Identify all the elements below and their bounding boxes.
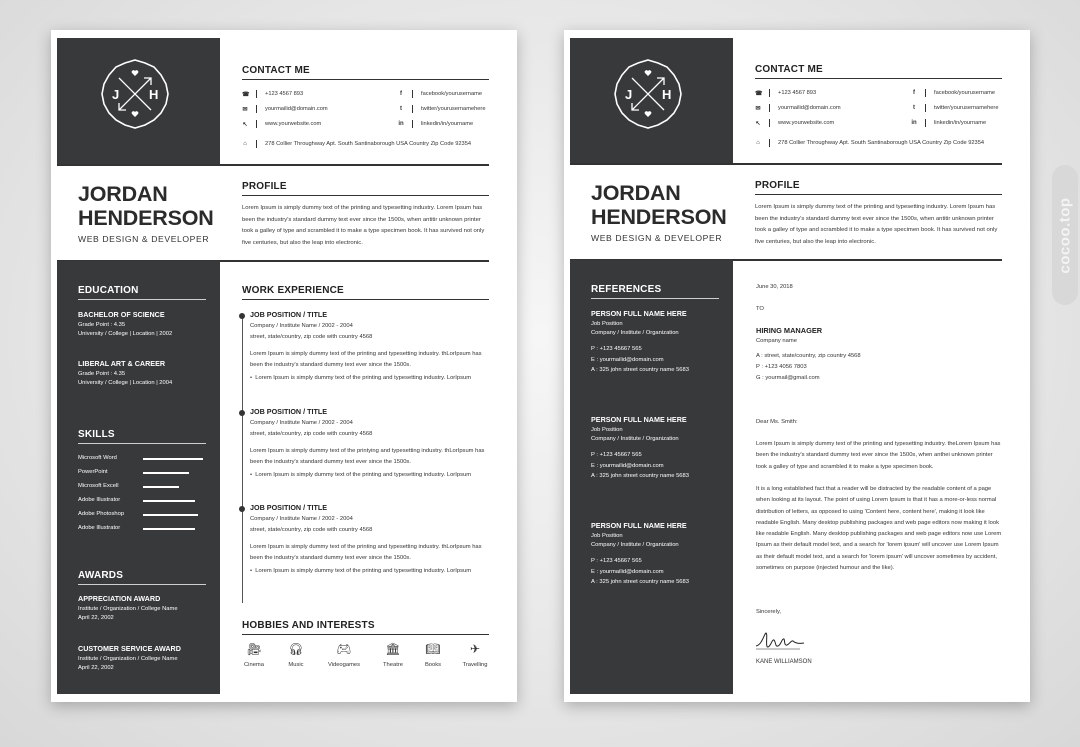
profile-title: PROFILE [755,180,1002,195]
skill-name: PowerPoint [78,469,108,475]
skill-name: Adobe Illustrator [78,497,121,503]
contact-email: ✉ yourmailid@domain.com [755,105,841,112]
letter-date: June 30, 2018 [756,284,793,290]
skills-title: SKILLS [78,429,206,444]
hobby-travelling: ✈︎ Travelling [453,642,497,668]
headphones-icon: 🎧︎ [288,642,304,656]
contact-email: ✉ yourmailid@domain.com [242,106,328,113]
awards-title: AWARDS [78,570,206,585]
envelope-icon: ✉ [755,105,761,112]
hobby-music: 🎧︎ Music [274,642,318,668]
skill-name: Adobe Illustrator [78,525,121,531]
first-name: JORDAN [591,181,681,205]
monogram-logo [611,57,685,131]
education-item: LIBERAL ART & CAREER Grade Point : 4.35 University / College | Location | 2004 [78,359,173,386]
linkedin-icon: in [398,121,404,127]
skill-level-bar [143,500,195,502]
last-name: HENDERSON [591,205,727,229]
facebook-icon: f [400,91,402,97]
cursor-icon: ↖ [755,120,761,127]
last-name: HENDERSON [78,206,214,230]
phone-icon: ☎ [242,91,250,98]
initial-right: H [149,87,159,102]
recipient-email: G : yourmail@gmail.com [756,375,820,381]
signature [754,630,806,657]
book-icon: 📖︎ [425,642,441,656]
skill-level-bar [143,472,189,474]
contact-facebook: f facebook/yourusername [400,91,483,97]
cover-letter-page [564,30,1030,702]
phone-icon: ☎ [755,90,763,97]
skill-level-bar [143,458,203,460]
recipient: HIRING MANAGER [756,326,823,335]
hobbies-title: HOBBIES AND INTERESTS [242,620,489,635]
home-icon: ⌂ [243,141,247,147]
hobby-cinema: 🎥︎ Cinema [232,642,276,668]
letter-paragraph: It is a long established fact that a reader will be distracted by the readable content of a page when looking at its layout. The point of using Lorem Ipsum is that it has a more-or-less normal distribution of letters, as opposed to using 'Content here, content here', making it look like readable English. Many desktop publishing packages and web page editors now making it look like readable English. Many desktop publishing packages and web page editors now use Lorem Ipsum as their default model text, and a search for 'lorem ipsum' will uncover use Lorem Ipsum as their default model text, and a search for 'lorem ipsum' will uncover sometimes by accident, sometimes on purpose (injected humour and the like). [756,486,1002,572]
hobby-theatre: 🏛︎ Theatre [371,642,415,668]
recipient-company: Company name [756,338,797,344]
contact-address: ⌂ 278 Collier Throughway Apt. South Santinaborough USA Country Zip Code 92354 [243,141,472,147]
closing: Sincerely, [756,609,782,615]
contact-title: CONTACT ME [242,65,489,80]
hobby-books: 📖︎ Books [411,642,455,668]
linkedin-icon: in [911,120,917,126]
envelope-icon: ✉ [242,106,248,113]
divider [57,164,489,166]
work-experience-title: WORK EXPERIENCE [242,285,489,300]
reference-item: PERSON FULL NAME HERE Job Position Company / Institute / Organization P : +123 45667 565 E : yourmailid@domain.com A : 325 john street country name 5683 [591,309,689,373]
job-role: WEB DESIGN & DEVELOPER [78,234,210,244]
contact-title: CONTACT ME [755,64,1002,79]
references-title: REFERENCES [591,284,719,299]
letter-to: TO [756,306,764,312]
award-item: CUSTOMER SERVICE AWARD Institute / Organization / College Name April 22, 2002 [78,644,181,671]
home-icon: ⌂ [756,140,760,146]
education-title: EDUCATION [78,285,206,300]
job-entry: JOB POSITION / TITLE Company / Institute Name / 2002 - 2004 street, state/country, zip code with country 4568 Lorem Ipsum is simply dummy text of the printying and typesetting industry. thLorIpsum has been the industry's standard dummy text ever since the 1500s. • Lorem Ipsum is simply dummy text of the printing and typesetting industry. LorIpsum [250,407,485,478]
contact-website: ↖ www.yourwebsite.com [242,121,322,128]
skill-level-bar [143,514,198,516]
job-entry: JOB POSITION / TITLE Company / Institute Name / 2002 - 2004 street, state/country, zip code with country 4568 Lorem Ipsum is simply dummy text of the printing and typesetting industry. thLorIpsum has been the industry's standard dummy text ever since the 1500s. • Lorem Ipsum is simply dummy text of the printing and typesetting industry. LorIpsum [250,503,482,574]
contact-website: ↖ www.yourwebsite.com [755,120,835,127]
profile-text: Lorem Ipsum is simply dummy text of the printing and typesetting industry. Lorem Ipsum has been the industry's standard dummy text ever since the 1500s, when antitir unknown printer took a galley of type and scrambled it to make a type specimen book. It has survived not only five centuries, but also the leap into electronic. [242,205,485,246]
cursor-icon: ↖ [242,121,248,128]
job-entry: JOB POSITION / TITLE Company / Institute Name / 2002 - 2004 street, state/country, zip code with country 4568 Lorem Ipsum is simply dummy text of the printing and typesetting industry. thLorIpsum has been the industry's standard dummy text ever since the 1500s. • Lorem Ipsum is simply dummy text of the printing and typesetting industry. LorIpsum [250,310,482,381]
recipient-phone: P : +123 4056 7803 [756,364,807,370]
contact-facebook: f facebook/yourusername [913,90,996,96]
hobby-videogames: 🎮︎ Videogames [322,642,366,668]
recipient-address: A : street, state/country, zip country 4568 [756,353,861,359]
profile-text: Lorem Ipsum is simply dummy text of the printing and typesetting industry. Lorem Ipsum has been the industry's standard dummy text ever since the 1500s, when antitir unknown printer took a galley of type and scrambled it to make a type specimen book. It has survived not only five centuries, but also the leap into electronic. [755,204,998,245]
reference-item: PERSON FULL NAME HERE Job Position Company / Institute / Organization P : +123 45667 565 E : yourmailid@domain.com A : 325 john street country name 5683 [591,415,689,479]
timeline-line [242,318,243,603]
signer-name: KANE WILLIAMSON [756,659,812,665]
letter-paragraph: Lorem Ipsum is simply dummy text of the printing and typesetting industry. theLorem Ipsum has been the industry's standard dummy text ever since the 1500s, when anthei unknown printer took a galley of type and scrambled it to make a type specimen book. [756,441,1001,470]
timeline-dot [239,506,245,512]
timeline-dot [239,313,245,319]
watermark: cocoo.top [1052,165,1078,305]
gamepad-icon: 🎮︎ [336,642,352,656]
facebook-icon: f [913,90,915,96]
skill-level-bar [143,486,179,488]
twitter-icon: t [400,106,402,112]
job-role: WEB DESIGN & DEVELOPER [591,233,723,243]
skill-name: Adobe Photoshop [78,511,125,517]
contact-twitter: t twitter/yourusernamehere [913,105,999,111]
skill-name: Microsoft Word [78,455,117,461]
greeting: Dear Ms. Smith: [756,419,798,425]
contact-twitter: t twitter/yourusernamehere [400,106,486,112]
first-name: JORDAN [78,182,168,206]
airplane-icon: ✈︎ [469,642,481,656]
initial-left: J [625,87,633,102]
contact-phone: ☎ +123 4567 893 [242,91,304,98]
initial-right: H [662,87,672,102]
education-item: BACHELOR OF SCIENCE Grade Point : 4.35 University / College | Location | 2002 [78,310,173,337]
contact-linkedin: in linkedin/in/yourname [398,121,474,127]
monogram-logo [98,57,172,131]
skill-level-bar [143,528,195,530]
divider [570,163,1002,165]
initial-left: J [112,87,120,102]
award-item: APPRECIATION AWARD Institute / Organization / College Name April 22, 2002 [78,594,178,621]
contact-phone: ☎ +123 4567 893 [755,90,817,97]
contact-address: ⌂ 278 Collier Throughway Apt. South Santinaborough USA Country Zip Code 92354 [756,140,985,146]
skill-name: Microsoft Excell [78,483,119,489]
resume-page [51,30,517,702]
twitter-icon: t [913,105,915,111]
reference-item: PERSON FULL NAME HERE Job Position Company / Institute / Organization P : +123 45667 565 E : yourmailid@domain.com A : 325 john street country name 5683 [591,521,689,585]
timeline-dot [239,410,245,416]
camera-icon: 🎥︎ [246,642,262,656]
contact-linkedin: in linkedin/in/yourname [911,120,987,126]
theatre-icon: 🏛︎ [385,642,401,656]
profile-title: PROFILE [242,181,489,196]
